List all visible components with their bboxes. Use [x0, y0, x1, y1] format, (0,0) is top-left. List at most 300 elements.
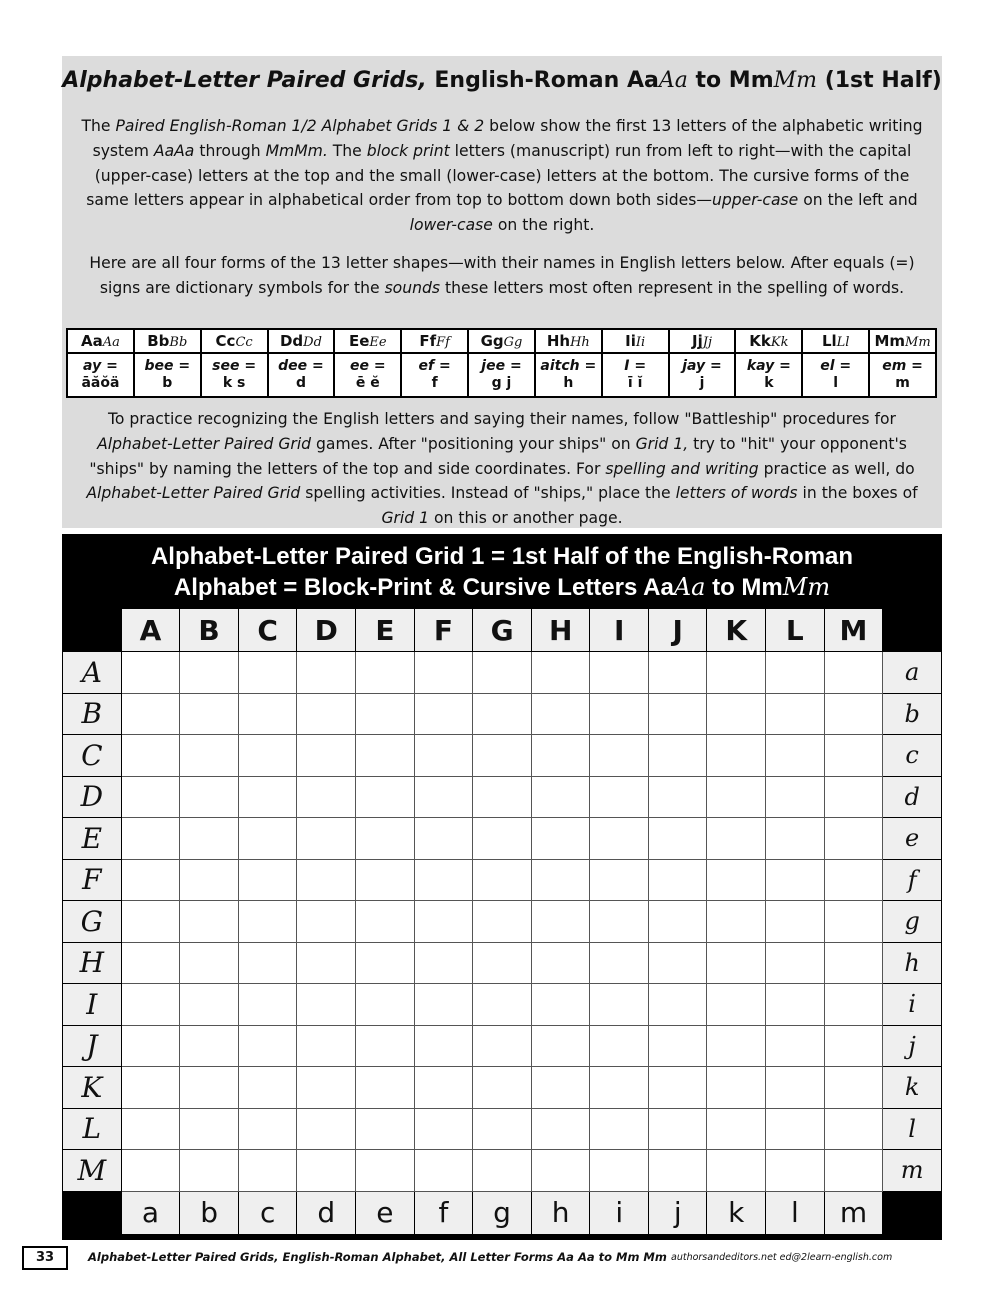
grid-cell[interactable] — [238, 859, 297, 901]
grid-title-line-2 — [62, 572, 942, 603]
grid-cell[interactable] — [766, 1025, 825, 1067]
grid-cell[interactable] — [648, 1108, 706, 1150]
grid-cell[interactable] — [356, 818, 415, 860]
grid-panel — [62, 534, 942, 1240]
grid-cell[interactable] — [824, 984, 883, 1026]
grid-cell[interactable] — [766, 818, 825, 860]
letter-sounds: l — [833, 375, 839, 391]
block-letters: Ii — [625, 332, 636, 350]
grid-cell[interactable] — [180, 652, 239, 694]
grid-cell[interactable] — [766, 693, 825, 735]
grid-cell[interactable] — [297, 1067, 356, 1109]
grid-cell[interactable] — [238, 1067, 297, 1109]
letter-name: see = — [212, 358, 257, 374]
row-label-right: m — [883, 1150, 942, 1192]
grid-cell[interactable] — [648, 1025, 706, 1067]
grid-cell[interactable] — [648, 901, 706, 943]
row-label-left: K — [63, 1067, 122, 1109]
grid-row — [63, 652, 942, 694]
block-letters: Bb — [147, 332, 170, 350]
grid-cell[interactable] — [121, 1150, 180, 1192]
cursive-letters: Ee — [369, 335, 387, 350]
grid-header-row — [63, 609, 942, 652]
grid-cell[interactable] — [238, 1025, 297, 1067]
grid-cell[interactable] — [473, 1067, 532, 1109]
letter-sounds: h — [563, 375, 574, 391]
grid-cell[interactable] — [238, 1108, 297, 1150]
grid-cell[interactable] — [180, 859, 239, 901]
grid-cell[interactable] — [590, 859, 648, 901]
grid-cell[interactable] — [121, 942, 180, 984]
grid-cell[interactable] — [180, 776, 239, 818]
grid-cell[interactable] — [473, 901, 532, 943]
grid-cell[interactable] — [766, 984, 825, 1026]
grid-cell[interactable] — [766, 1067, 825, 1109]
practice-text-7: on this or another page. — [429, 509, 623, 528]
grid-cell[interactable] — [356, 942, 415, 984]
grid-cell[interactable] — [180, 1025, 239, 1067]
grid-cell[interactable] — [414, 984, 473, 1026]
grid-cell[interactable] — [121, 1108, 180, 1150]
grid-cell[interactable] — [414, 942, 473, 984]
grid-cell[interactable] — [648, 1067, 706, 1109]
grid-cell[interactable] — [297, 1150, 356, 1192]
block-letters: Cc — [215, 332, 236, 350]
letter-sounds: ī ĭ — [627, 375, 643, 391]
column-label: G — [473, 609, 532, 652]
grid-cell[interactable] — [414, 735, 473, 777]
cursive-letters: Ff — [436, 335, 450, 350]
grid-cell[interactable] — [648, 984, 706, 1026]
grid-cell[interactable] — [180, 901, 239, 943]
intro-text-1: The — [81, 117, 116, 135]
letter-name: jee = — [481, 358, 522, 374]
grid-cell[interactable] — [824, 1150, 883, 1192]
cursive-letters: Gg — [503, 335, 523, 350]
grid-cell[interactable] — [414, 1150, 473, 1192]
grid-cell[interactable] — [180, 1108, 239, 1150]
grid-cell[interactable] — [824, 818, 883, 860]
cursive-letters: Ii — [635, 335, 646, 350]
letter-forms-cell — [334, 329, 401, 353]
letter-name: I = — [624, 358, 647, 374]
letter-name: el = — [820, 358, 852, 374]
grid-cell[interactable] — [121, 735, 180, 777]
grid-cell[interactable] — [238, 1150, 297, 1192]
cursive-letters: Kk — [770, 335, 789, 350]
column-label: B — [180, 609, 239, 652]
title-part-3: to Mm — [695, 68, 774, 93]
grid-cell[interactable] — [707, 776, 766, 818]
grid-cell[interactable] — [590, 818, 648, 860]
grid-cell[interactable] — [707, 901, 766, 943]
grid-cell[interactable] — [824, 776, 883, 818]
cursive-letters: Cc — [235, 335, 253, 350]
letter-forms-cell — [201, 329, 268, 353]
letter-name-cell — [468, 353, 535, 397]
grid-cell[interactable] — [707, 1025, 766, 1067]
grid-cell[interactable] — [473, 735, 532, 777]
column-label-bottom: i — [590, 1191, 648, 1234]
grid-cell[interactable] — [473, 652, 532, 694]
grid-cell[interactable] — [414, 901, 473, 943]
grid-cell[interactable] — [121, 652, 180, 694]
grid-cell[interactable] — [297, 818, 356, 860]
grid-cell[interactable] — [531, 818, 590, 860]
cursive-letters: Dd — [303, 335, 322, 350]
column-label: J — [648, 609, 706, 652]
grid-cell[interactable] — [180, 1150, 239, 1192]
grid-cell[interactable] — [531, 1108, 590, 1150]
block-letters: Ee — [348, 332, 370, 350]
practice-em-5: letters of words — [675, 484, 798, 503]
grid-cell[interactable] — [121, 984, 180, 1026]
grid-cell[interactable] — [473, 1108, 532, 1150]
grid-cell[interactable] — [180, 693, 239, 735]
grid-cell[interactable] — [824, 693, 883, 735]
block-letters: Dd — [279, 332, 304, 350]
grid-cell[interactable] — [824, 652, 883, 694]
grid-cell[interactable] — [648, 776, 706, 818]
letter-name-cell — [268, 353, 335, 397]
grid-cell[interactable] — [356, 1025, 415, 1067]
battleship-grid — [62, 608, 942, 1235]
grid-cell[interactable] — [648, 818, 706, 860]
practice-em-6: Grid 1 — [381, 509, 430, 528]
grid-cell[interactable] — [590, 901, 648, 943]
grid-cell[interactable] — [238, 818, 297, 860]
grid-cell[interactable] — [180, 818, 239, 860]
row-label-right: l — [883, 1108, 942, 1150]
grid-cell[interactable] — [238, 776, 297, 818]
grid-cell[interactable] — [824, 1108, 883, 1150]
practice-paragraph — [80, 407, 924, 531]
grid-cell[interactable] — [238, 652, 297, 694]
grid-cell[interactable] — [238, 984, 297, 1026]
column-label-bottom: k — [707, 1191, 766, 1234]
grid-cell[interactable] — [531, 984, 590, 1026]
intro-text-5: letters (manuscript) run from left to right—with the capital (upper-case) letters at the top and the small (lower-case) letters at the bottom. The cursive forms of the same letters appear in alphabetical order from top to bottom down both sides— — [86, 141, 912, 210]
grid-cell[interactable] — [180, 735, 239, 777]
grid-cell[interactable] — [648, 735, 706, 777]
practice-text-3: try to "hit" your opponent's "ships" by naming the letters of the top and side coordinates. For — [89, 434, 907, 478]
grid-cell[interactable] — [473, 693, 532, 735]
grid-cell[interactable] — [473, 1025, 532, 1067]
grid-cell[interactable] — [590, 942, 648, 984]
letter-name: dee = — [278, 358, 324, 374]
letter-sounds: āăŏä — [81, 375, 120, 391]
grid-cell[interactable] — [297, 984, 356, 1026]
row-label-left: H — [63, 942, 122, 984]
grid-cell[interactable] — [531, 652, 590, 694]
grid-cell[interactable] — [590, 693, 648, 735]
grid-cell[interactable] — [590, 735, 648, 777]
grid-cell[interactable] — [238, 901, 297, 943]
grid-cell[interactable] — [356, 859, 415, 901]
block-letters: Aa — [80, 332, 103, 350]
grid-cell[interactable] — [238, 942, 297, 984]
row-label-left: C — [63, 735, 122, 777]
grid-cell[interactable] — [297, 652, 356, 694]
grid-cell[interactable] — [356, 652, 415, 694]
grid-cell[interactable] — [414, 1025, 473, 1067]
grid-cell[interactable] — [590, 776, 648, 818]
column-label-bottom: e — [356, 1191, 415, 1234]
column-label-bottom: g — [473, 1191, 532, 1234]
grid-cell[interactable] — [824, 735, 883, 777]
grid-cell[interactable] — [297, 693, 356, 735]
column-label: L — [766, 609, 825, 652]
row-label-right: b — [883, 693, 942, 735]
grid-cell[interactable] — [356, 735, 415, 777]
title-cursive-1: Aa — [658, 68, 688, 93]
row-label-right: i — [883, 984, 942, 1026]
grid-cell[interactable] — [531, 859, 590, 901]
column-label: A — [121, 609, 180, 652]
grid-cell[interactable] — [531, 776, 590, 818]
grid-cell[interactable] — [766, 942, 825, 984]
grid-cell[interactable] — [707, 859, 766, 901]
column-label: M — [824, 609, 883, 652]
cursive-letters: Ll — [836, 335, 850, 350]
grid-cell[interactable] — [356, 901, 415, 943]
grid-row — [63, 942, 942, 984]
grid-cell[interactable] — [356, 776, 415, 818]
grid-cell[interactable] — [531, 1025, 590, 1067]
grid-cell[interactable] — [766, 652, 825, 694]
grid-cell[interactable] — [648, 859, 706, 901]
grid-cell[interactable] — [473, 984, 532, 1026]
grid-cell[interactable] — [590, 1150, 648, 1192]
grid-cell[interactable] — [297, 859, 356, 901]
row-label-left: D — [63, 776, 122, 818]
grid-cell[interactable] — [121, 859, 180, 901]
row-label-right: g — [883, 901, 942, 943]
block-letters: Jj — [692, 332, 703, 350]
column-label-bottom: d — [297, 1191, 356, 1234]
grid-cell[interactable] — [824, 1067, 883, 1109]
grid-cell[interactable] — [356, 693, 415, 735]
intro-text-6: on the left and — [798, 191, 918, 210]
letter-forms-cell — [735, 329, 802, 353]
letter-sounds: m — [895, 375, 910, 391]
cursive-letters: Bb — [169, 335, 188, 350]
practice-text-5: spelling activities. Instead of "ships," place the — [300, 484, 676, 503]
letter-name: aitch = — [540, 358, 597, 374]
grid-cell[interactable] — [766, 735, 825, 777]
grid-cell[interactable] — [297, 942, 356, 984]
grid-cell[interactable] — [531, 942, 590, 984]
grid-cell[interactable] — [707, 984, 766, 1026]
block-letters: Hh — [546, 332, 571, 350]
grid-row — [63, 1067, 942, 1109]
row-label-right: d — [883, 776, 942, 818]
block-letters: Ll — [821, 332, 837, 350]
letter-sounds: g j — [491, 375, 512, 391]
intro-em-4: block print — [366, 141, 450, 160]
grid-cell[interactable] — [473, 942, 532, 984]
grid-cell[interactable] — [414, 652, 473, 694]
grid-cell[interactable] — [590, 652, 648, 694]
row-label-left: F — [63, 859, 122, 901]
grid-row — [63, 901, 942, 943]
grid-row — [63, 1150, 942, 1192]
grid-cell[interactable] — [824, 901, 883, 943]
grid-corner — [63, 1191, 122, 1234]
grid-footer-row — [63, 1191, 942, 1234]
grid-cell[interactable] — [531, 693, 590, 735]
grid-cell[interactable] — [824, 1025, 883, 1067]
grid-cell[interactable] — [414, 1067, 473, 1109]
grid-cell[interactable] — [473, 859, 532, 901]
intro-text-2: below show the first 13 letters of the alphabetic writing system — [92, 117, 923, 160]
grid-cell[interactable] — [180, 984, 239, 1026]
row-label-left: G — [63, 901, 122, 943]
letter-forms-cell — [669, 329, 736, 353]
grid-cell[interactable] — [590, 1108, 648, 1150]
column-label: I — [590, 609, 648, 652]
grid-cell[interactable] — [648, 652, 706, 694]
grid-cell[interactable] — [121, 818, 180, 860]
row-label-left: L — [63, 1108, 122, 1150]
grid-row — [63, 693, 942, 735]
grid-cell[interactable] — [414, 776, 473, 818]
row-label-right: h — [883, 942, 942, 984]
grid-cell[interactable] — [297, 735, 356, 777]
practice-text-1: To practice recognizing the English letters and saying their names, follow "Battleship" procedures for — [108, 410, 896, 428]
grid-cell[interactable] — [414, 859, 473, 901]
block-letters: Gg — [480, 332, 504, 350]
letter-sounds: d — [295, 375, 306, 391]
grid-cell[interactable] — [121, 693, 180, 735]
grid-cell[interactable] — [180, 1067, 239, 1109]
intro-text-4: The — [327, 141, 367, 160]
grid-cell[interactable] — [707, 1150, 766, 1192]
grid-cell[interactable] — [238, 693, 297, 735]
grid-cell[interactable] — [473, 776, 532, 818]
row-label-right: c — [883, 735, 942, 777]
grid-row — [63, 818, 942, 860]
grid-cell[interactable] — [648, 942, 706, 984]
title-part-1: Alphabet-Letter Paired Grids, — [62, 68, 427, 93]
grid-cell[interactable] — [414, 818, 473, 860]
grid-cell[interactable] — [473, 818, 532, 860]
letter-sounds: b — [162, 375, 173, 391]
grid-cell[interactable] — [590, 1025, 648, 1067]
grid-cell[interactable] — [707, 652, 766, 694]
row-label-right: j — [883, 1025, 942, 1067]
grid-cell[interactable] — [648, 693, 706, 735]
grid-cell[interactable] — [707, 818, 766, 860]
grid-cell[interactable] — [356, 984, 415, 1026]
grid-corner — [883, 1191, 942, 1234]
grid-cell[interactable] — [824, 942, 883, 984]
letter-forms-cell — [134, 329, 201, 353]
grid-cell[interactable] — [473, 1150, 532, 1192]
grid-cell[interactable] — [121, 776, 180, 818]
grid-title-cursive-2: Mm — [782, 573, 831, 601]
grid-cell[interactable] — [356, 1067, 415, 1109]
grid-cell[interactable] — [531, 735, 590, 777]
letter-name-cell — [802, 353, 869, 397]
grid-cell[interactable] — [356, 1150, 415, 1192]
row-label-right: k — [883, 1067, 942, 1109]
grid-cell[interactable] — [121, 1025, 180, 1067]
cursive-letters: Aa — [102, 335, 120, 350]
grid-cell[interactable] — [707, 693, 766, 735]
block-letters: Mm — [874, 332, 906, 350]
grid-cell[interactable] — [648, 1150, 706, 1192]
column-label: D — [297, 609, 356, 652]
grid-title-text-a: Alphabet = Block-Print & Cursive Letters Aa — [173, 574, 674, 601]
letter-sounds: f — [431, 375, 438, 391]
grid-cell[interactable] — [707, 1067, 766, 1109]
grid-cell[interactable] — [766, 1108, 825, 1150]
grid-cell[interactable] — [766, 901, 825, 943]
grid-cell[interactable] — [238, 735, 297, 777]
grid-cell[interactable] — [180, 942, 239, 984]
letter-name-cell — [67, 353, 134, 397]
letter-name-table — [66, 328, 937, 398]
column-label-bottom: l — [766, 1191, 825, 1234]
grid-cell[interactable] — [531, 1067, 590, 1109]
letter-forms-cell — [268, 329, 335, 353]
grid-cell[interactable] — [531, 1150, 590, 1192]
letter-name: jay = — [682, 358, 722, 374]
intro-panel — [62, 56, 942, 528]
grid-cell[interactable] — [297, 776, 356, 818]
grid-title — [62, 542, 942, 603]
grid-cell[interactable] — [531, 901, 590, 943]
grid-cell[interactable] — [297, 1025, 356, 1067]
practice-text-4: practice as well, do — [758, 459, 915, 478]
grid-cell[interactable] — [356, 1108, 415, 1150]
grid-cell[interactable] — [590, 1067, 648, 1109]
grid-cell[interactable] — [414, 693, 473, 735]
forms-paragraph — [80, 251, 924, 301]
column-label-bottom: c — [238, 1191, 297, 1234]
row-label-left: E — [63, 818, 122, 860]
column-label: E — [356, 609, 415, 652]
grid-cell[interactable] — [824, 859, 883, 901]
practice-em-3: spelling and writing — [605, 459, 759, 478]
grid-cell[interactable] — [297, 901, 356, 943]
column-label: F — [414, 609, 473, 652]
footer-site: authorsandeditors.net ed@2learn-english.com — [671, 1252, 893, 1263]
grid-cell[interactable] — [707, 942, 766, 984]
grid-cell[interactable] — [766, 776, 825, 818]
grid-cell[interactable] — [707, 735, 766, 777]
grid-cell[interactable] — [121, 1067, 180, 1109]
grid-title-line-1: Alphabet-Letter Paired Grid 1 = 1st Half of the English-Roman — [150, 543, 854, 570]
intro-em-5: upper-case — [711, 191, 799, 210]
letter-name-cell — [535, 353, 602, 397]
letter-name-cell — [401, 353, 468, 397]
grid-cell[interactable] — [590, 984, 648, 1026]
grid-cell[interactable] — [707, 1108, 766, 1150]
column-label-bottom: h — [531, 1191, 590, 1234]
intro-em-1: Paired English-Roman 1/2 Alphabet Grids 1 & 2 — [115, 117, 485, 135]
grid-cell[interactable] — [297, 1108, 356, 1150]
title-part-4: (1st Half) — [824, 68, 942, 93]
grid-row — [63, 1108, 942, 1150]
grid-cell[interactable] — [414, 1108, 473, 1150]
grid-cell[interactable] — [766, 859, 825, 901]
grid-cell[interactable] — [121, 901, 180, 943]
letter-name: ee = — [349, 358, 386, 374]
letter-name-cell — [735, 353, 802, 397]
grid-cell[interactable] — [766, 1150, 825, 1192]
